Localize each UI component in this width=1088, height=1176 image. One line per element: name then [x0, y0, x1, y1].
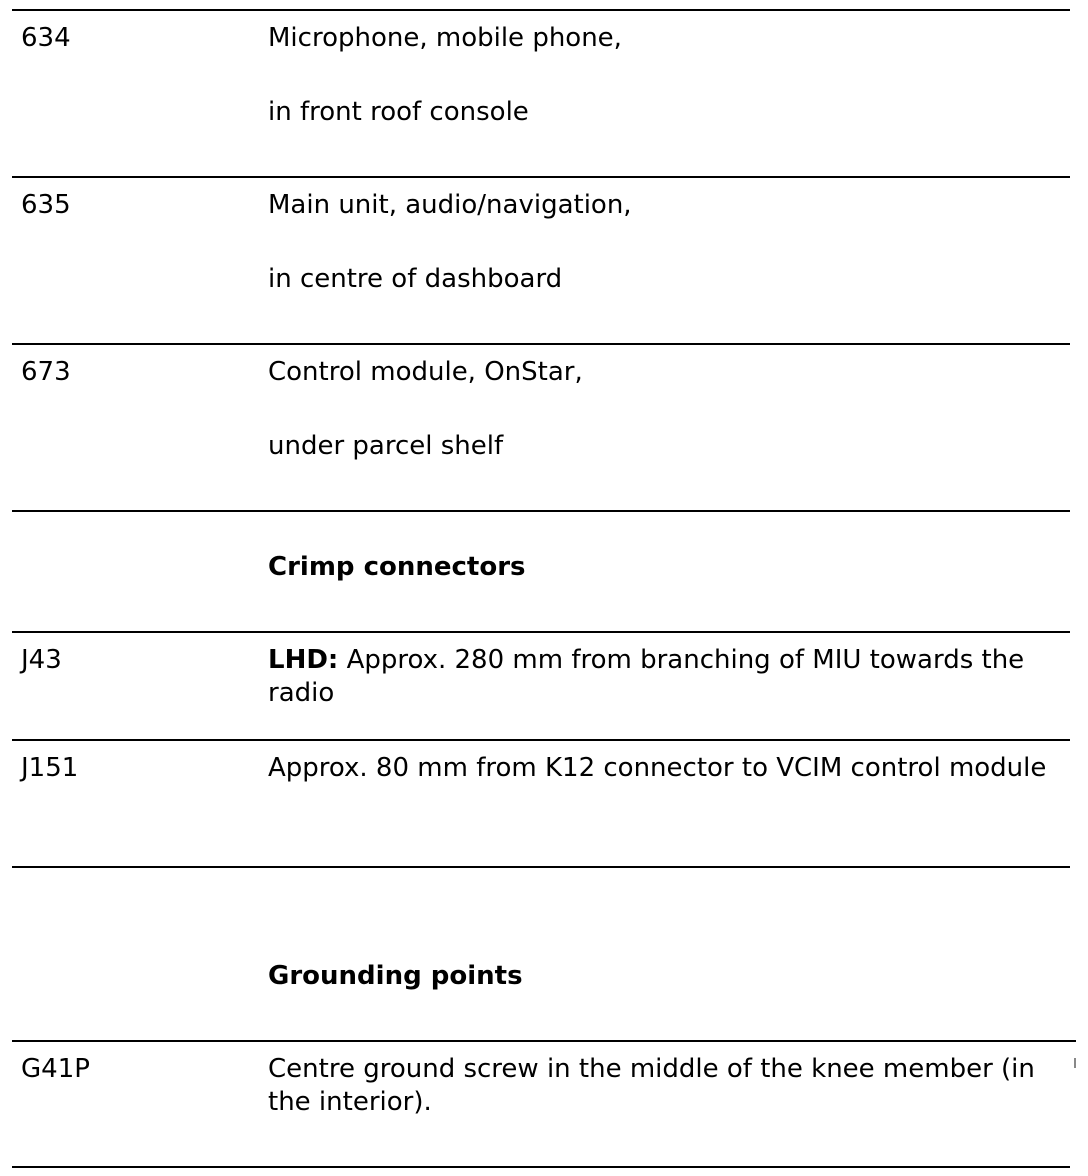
- scan-artifact-mark: [1074, 1058, 1076, 1068]
- section-heading-grounding-points: Grounding points: [268, 961, 523, 991]
- component-description-line2: under parcel shelf: [268, 431, 504, 461]
- component-description-line1: Microphone, mobile phone,: [268, 23, 622, 53]
- connector-description: Approx. 80 mm from K12 connector to VCIM control module: [268, 753, 1047, 783]
- row-divider: [12, 739, 1070, 741]
- component-description-line1: Control module, OnStar,: [268, 357, 583, 387]
- component-description-line2: in centre of dashboard: [268, 264, 563, 294]
- row-divider: [12, 631, 1070, 633]
- component-code: 673: [21, 357, 71, 387]
- component-code: 635: [21, 190, 71, 220]
- row-divider: [12, 510, 1070, 512]
- connector-description-text: Approx. 280 mm from branching of MIU towards the radio: [268, 645, 1025, 708]
- row-divider: [12, 176, 1070, 178]
- row-divider: [12, 9, 1070, 11]
- connector-code: J151: [21, 753, 79, 783]
- component-code: 634: [21, 23, 71, 53]
- component-description-line2: in front roof console: [268, 97, 529, 127]
- connector-description: [268, 644, 1058, 710]
- row-divider: [12, 343, 1070, 345]
- component-description-line1: Main unit, audio/navigation,: [268, 190, 632, 220]
- section-heading-crimp-connectors: Crimp connectors: [268, 552, 526, 582]
- row-divider: [12, 1040, 1076, 1042]
- grounding-description: Centre ground screw in the middle of the knee member (in the interior).: [268, 1054, 1035, 1117]
- row-divider: [12, 866, 1070, 868]
- connector-code: J43: [21, 645, 62, 675]
- market-label: LHD:: [268, 645, 339, 675]
- row-divider: [12, 1166, 1070, 1168]
- grounding-code: G41P: [21, 1054, 90, 1084]
